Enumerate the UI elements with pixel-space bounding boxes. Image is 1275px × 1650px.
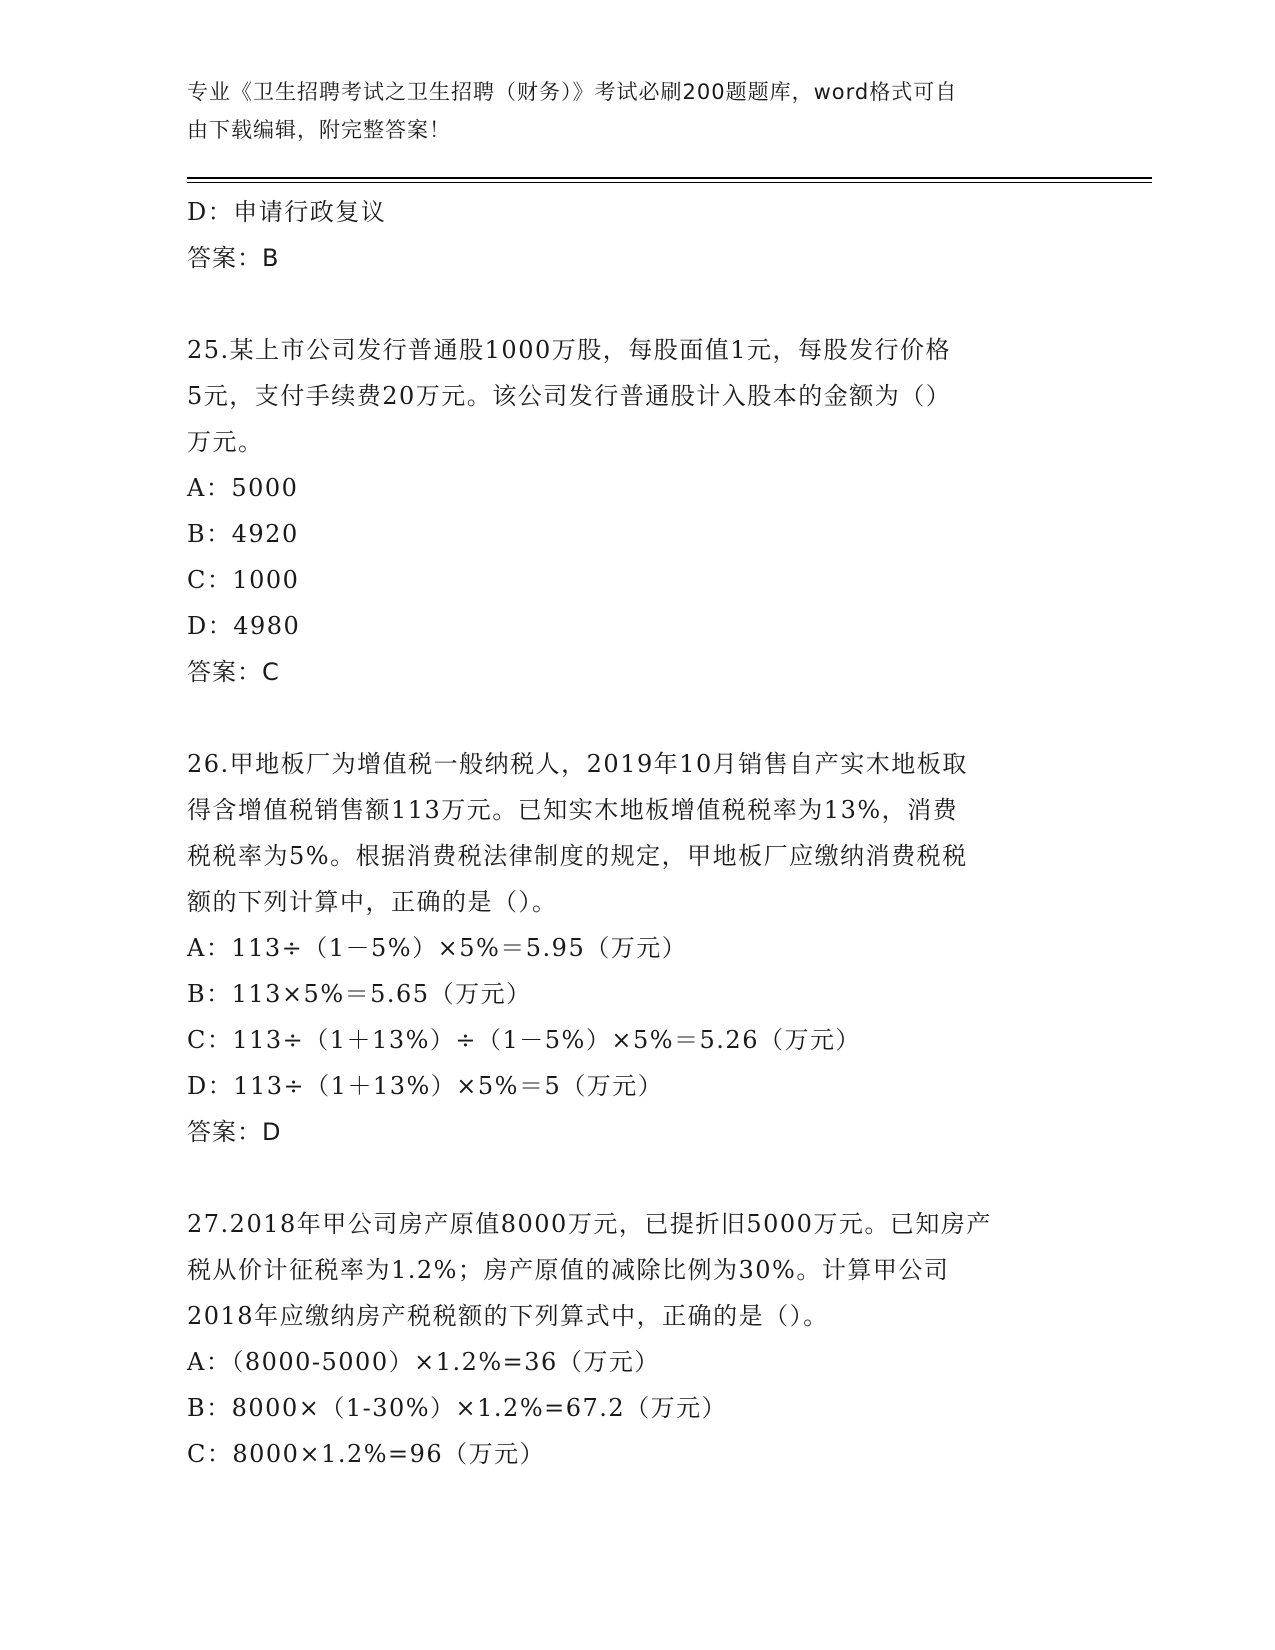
- question-26: [187, 741, 1087, 1155]
- option-c: C：8000×1.2%=96（万元）: [187, 1440, 546, 1468]
- question-stem-line: 27.2018年甲公司房产原值8000万元，已提折旧5000万元。已知房产: [187, 1210, 992, 1238]
- header-line-2: 由下载编辑，附完整答案！: [187, 118, 451, 142]
- option-b: B：113×5%＝5.65（万元）: [187, 980, 532, 1008]
- answer-line: 答案：B: [187, 244, 280, 272]
- option-a: A：（8000-5000）×1.2%=36（万元）: [187, 1348, 660, 1376]
- answer-line: 答案：D: [187, 1118, 282, 1146]
- question-stem-line: 2018年应缴纳房产税税额的下列算式中，正确的是（）。: [187, 1302, 829, 1330]
- header-divider-thick: [187, 177, 1152, 179]
- question-25: [187, 327, 1087, 695]
- header-divider-thin: [187, 182, 1152, 183]
- option-b: B：4920: [187, 520, 299, 548]
- option-c: C：113÷（1＋13%）÷（1－5%）×5%＝5.26（万元）: [187, 1026, 861, 1054]
- option-c: C：1000: [187, 566, 300, 594]
- option-a: A：5000: [187, 474, 299, 502]
- question-stem-line: 26.甲地板厂为增值税一般纳税人，2019年10月销售自产实木地板取: [187, 750, 968, 778]
- question-stem-line: 25.某上市公司发行普通股1000万股，每股面值1元，每股发行价格: [187, 336, 952, 364]
- question-list: [187, 189, 1087, 1477]
- answer-line: 答案：C: [187, 658, 280, 686]
- header-line-1: 专业《卫生招聘考试之卫生招聘（财务）》考试必刷200题题库，word格式可自: [187, 80, 958, 104]
- question-stem-line: 税从价计征税率为1.2%；房产原值的减除比例为30%。计算甲公司: [187, 1256, 950, 1284]
- option-d: D：113÷（1＋13%）×5%＝5（万元）: [187, 1072, 664, 1100]
- question-stem-line: 税税率为5%。根据消费税法律制度的规定，甲地板厂应缴纳消费税税: [187, 842, 968, 870]
- question-27: [187, 1201, 1087, 1477]
- option-d: D：申请行政复议: [187, 198, 387, 226]
- question-stem-line: 得含增值税销售额113万元。已知实木地板增值税税率为13%，消费: [187, 796, 959, 824]
- question-stem-line: 额的下列计算中，正确的是（）。: [187, 888, 558, 916]
- question-stem-line: 万元。: [187, 428, 264, 456]
- option-b: B：8000×（1-30%）×1.2%=67.2（万元）: [187, 1394, 728, 1422]
- option-a: A：113÷（1－5%）×5%＝5.95（万元）: [187, 934, 688, 962]
- option-d: D：4980: [187, 612, 301, 640]
- question-stem-line: 5元，支付手续费20万元。该公司发行普通股计入股本的金额为（）: [187, 382, 952, 410]
- document-header: [187, 73, 1067, 149]
